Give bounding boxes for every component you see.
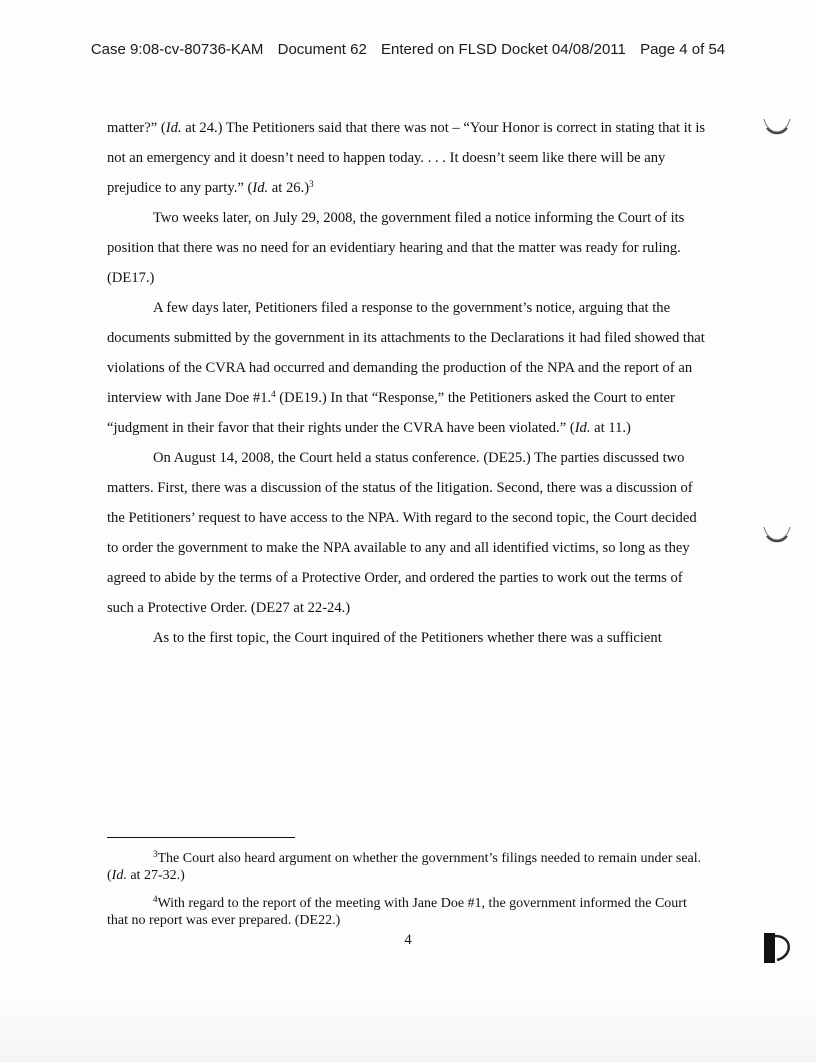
paragraph-2: Two weeks later, on July 29, 2008, the government filed a notice informing the Court of its position that there was no need for an evidentiary hearing and that the matter was ready for ruling. (DE17.) bbox=[107, 210, 685, 286]
punch-hole-mark-icon bbox=[762, 524, 792, 546]
docket-header bbox=[0, 41, 816, 58]
page-number: 4 bbox=[404, 932, 412, 948]
page-count: Page 4 of 54 bbox=[640, 41, 726, 58]
footnotes bbox=[107, 850, 711, 940]
binder-clip-mark-icon bbox=[763, 932, 797, 964]
footnote-divider bbox=[107, 837, 295, 838]
footnote-4: $^4$With regard to the report of the meeting with Jane Doe #1, the government informed the Court that no report was ever prepared. (DE22.) bbox=[107, 894, 687, 928]
punch-hole-mark-icon bbox=[762, 116, 792, 138]
footnote-ref-4: 4 bbox=[271, 389, 276, 399]
paragraph-5: As to the first topic, the Court inquired of the Petitioners whether there was a sufficient bbox=[153, 630, 662, 646]
case-number: Case 9:08-cv-80736-KAM bbox=[90, 41, 264, 58]
body-text bbox=[107, 113, 711, 653]
paragraph-3: A few days later, Petitioners filed a response to the government’s notice, arguing that the documents submitted by the government in its attachments to the Declarations it had filed showed that violations of the CVRA had occurred and demanding the production of the NPA and the report of an interview with Jane Doe #1.$^4$ (DE19.) In that “Response,” the Petitioners asked the Court to enter “judgment in their favor that their rights under the CVRA have been violated.” (Id. at 11.) bbox=[107, 300, 705, 436]
document-number: Document 62 bbox=[277, 41, 367, 58]
docket-entry-date: Entered on FLSD Docket 04/08/2011 bbox=[381, 41, 626, 58]
footnote-ref-3: 3 bbox=[309, 179, 314, 189]
scan-shadow bbox=[0, 1000, 816, 1062]
footnote-3: $^3$The Court also heard argument on whether the government’s filings needed to remain under seal. (Id. at 27-32.) bbox=[107, 849, 702, 883]
paragraph-4: On August 14, 2008, the Court held a status conference. (DE25.) The parties discussed two matters. First, there was a discussion of the status of the litigation. Second, there was a discussion of the Petitioners’ request to have access to the NPA. With regard to the second topic, the Court decided to order the government to make the NPA available to any and all identified victims, so long as they agreed to abide by the terms of a Protective Order, and ordered the parties to work out the terms of such a Protective Order. (DE27 at 22-24.) bbox=[107, 450, 697, 616]
paragraph-1: matter?” (Id. at 24.) The Petitioners said that there was not – “Your Honor is correct in stating that it is not an emergency and it doesn’t need to happen today. . . . It doesn’t seem like there will be any prejudice to any party.” (Id. at 26.)$^3$ bbox=[107, 120, 706, 196]
